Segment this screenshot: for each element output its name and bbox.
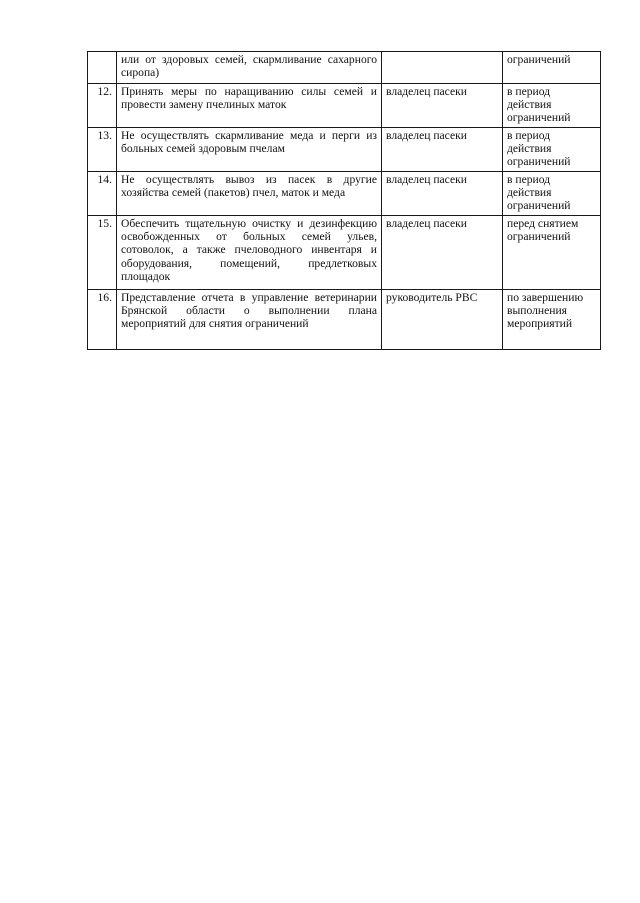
measure-text: или от здоровых семей, скармливание сахарного сиропа): [117, 52, 382, 84]
row-number: 12.: [88, 84, 117, 128]
row-number: 16.: [88, 290, 117, 350]
measures-table: [87, 51, 601, 350]
responsible-party: владелец пасеки: [382, 172, 503, 216]
table-row: [88, 290, 601, 350]
row-number: 14.: [88, 172, 117, 216]
table-row: [88, 52, 601, 84]
table-row: [88, 84, 601, 128]
deadline: по завершению выполнения мероприятий: [503, 290, 601, 350]
measure-text: Обеспечить тщательную очистку и дезинфекцию освобожденных от больных семей ульев, сотоволок, а также пчеловодного инвентаря и оборудования, помещений, предлетковых площадок: [117, 216, 382, 290]
deadline: в период действия ограничений: [503, 84, 601, 128]
deadline: в период действия ограничений: [503, 128, 601, 172]
row-number: 15.: [88, 216, 117, 290]
table-row: [88, 172, 601, 216]
deadline: ограничений: [503, 52, 601, 84]
measure-text: Не осуществлять скармливание меда и перги из больных семей здоровым пчелам: [117, 128, 382, 172]
responsible-party: руководитель РВС: [382, 290, 503, 350]
responsible-party: владелец пасеки: [382, 84, 503, 128]
deadline: перед снятием ограничений: [503, 216, 601, 290]
row-number: 13.: [88, 128, 117, 172]
measure-text: Принять меры по наращиванию силы семей и провести замену пчелиных маток: [117, 84, 382, 128]
measure-text: Не осуществлять вывоз из пасек в другие хозяйства семей (пакетов) пчел, маток и меда: [117, 172, 382, 216]
responsible-party: [382, 52, 503, 84]
measure-text: Представление отчета в управление ветеринарии Брянской области о выполнении плана мероприятий для снятия ограничений: [117, 290, 382, 350]
deadline: в период действия ограничений: [503, 172, 601, 216]
responsible-party: владелец пасеки: [382, 216, 503, 290]
responsible-party: владелец пасеки: [382, 128, 503, 172]
row-number: [88, 52, 117, 84]
table-row: [88, 216, 601, 290]
table-row: [88, 128, 601, 172]
